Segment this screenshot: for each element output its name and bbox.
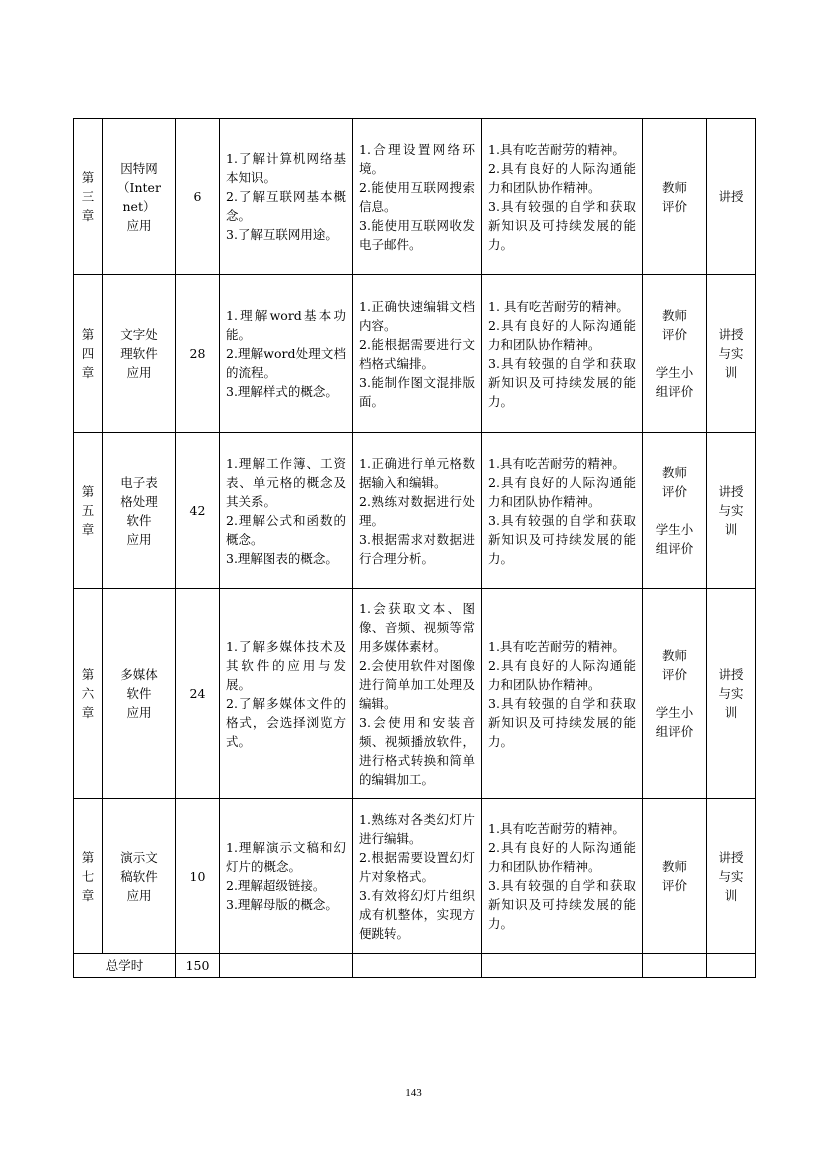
skills-cell: 1.正确进行单元格数据输入和编辑。 2.熟练对数据进行处理。 3.根据需求对数据进行合理分析。 [353, 433, 482, 589]
module-name-cell: 文字处 理软件 应用 [103, 275, 176, 433]
table-row [74, 119, 756, 275]
empty-cell [220, 954, 353, 978]
evaluation-cell: 教师 评价 [643, 119, 707, 275]
total-hours-label: 总学时 [74, 954, 176, 978]
empty-cell [707, 954, 756, 978]
method-cell: 讲授 与实 训 [707, 275, 756, 433]
method-cell: 讲授 [707, 119, 756, 275]
knowledge-cell: 1.理解工作簿、工资表、单元格的概念及其关系。 2.理解公式和函数的概念。 3.理解图表的概念。 [220, 433, 353, 589]
module-name-cell: 演示文 稿软件 应用 [103, 799, 176, 954]
evaluation-cell: 教师 评价 学生小 组评价 [643, 433, 707, 589]
method-cell: 讲授 与实 训 [707, 589, 756, 799]
empty-cell [643, 954, 707, 978]
table-row [74, 275, 756, 433]
total-hours-value: 150 [176, 954, 220, 978]
page-number: 143 [405, 1087, 422, 1099]
qualities-cell: 1.具有吃苦耐劳的精神。 2.具有良好的人际沟通能力和团队协作精神。 3.具有较强的自学和获取新知识及可持续发展的能力。 [482, 589, 643, 799]
qualities-cell: 1.具有吃苦耐劳的精神。 2.具有良好的人际沟通能力和团队协作精神。 3.具有较强的自学和获取新知识及可持续发展的能力。 [482, 433, 643, 589]
module-name-cell: 因特网 （Inter net） 应用 [103, 119, 176, 275]
hours-cell: 42 [176, 433, 220, 589]
method-cell: 讲授 与实 训 [707, 799, 756, 954]
chapter-cell: 第 五 章 [74, 433, 103, 589]
skills-cell: 1.会获取文本、图像、音频、视频等常用多媒体素材。 2.会使用软件对图像进行简单加工处理及编辑。 3.会使用和安装音频、视频播放软件，进行格式转换和简单的编辑加工。 [353, 589, 482, 799]
knowledge-cell: 1.了解计算机网络基本知识。 2.了解互联网基本概念。 3.了解互联网用途。 [220, 119, 353, 275]
knowledge-cell: 1.理解word基本功能。 2.理解word处理文档的流程。 3.理解样式的概念。 [220, 275, 353, 433]
table-row [74, 433, 756, 589]
table-row [74, 589, 756, 799]
method-cell: 讲授 与实 训 [707, 433, 756, 589]
evaluation-cell: 教师 评价 [643, 799, 707, 954]
evaluation-cell: 教师 评价 学生小 组评价 [643, 275, 707, 433]
module-name-cell: 电子表 格处理 软件 应用 [103, 433, 176, 589]
skills-cell: 1.熟练对各类幻灯片进行编辑。 2.根据需要设置幻灯片对象格式。 3.有效将幻灯片组织成有机整体，实现方便跳转。 [353, 799, 482, 954]
empty-cell [482, 954, 643, 978]
chapter-cell: 第 七 章 [74, 799, 103, 954]
qualities-cell: 1.具有吃苦耐劳的精神。 2.具有良好的人际沟通能力和团队协作精神。 3.具有较强的自学和获取新知识及可持续发展的能力。 [482, 119, 643, 275]
hours-cell: 24 [176, 589, 220, 799]
hours-cell: 10 [176, 799, 220, 954]
hours-cell: 28 [176, 275, 220, 433]
knowledge-cell: 1.了解多媒体技术及其软件的应用与发展。 2.了解多媒体文件的格式，会选择浏览方式。 [220, 589, 353, 799]
qualities-cell: 1.具有吃苦耐劳的精神。 2.具有良好的人际沟通能力和团队协作精神。 3.具有较强的自学和获取新知识及可持续发展的能力。 [482, 799, 643, 954]
skills-cell: 1.合理设置网络环境。 2.能使用互联网搜索信息。 3.能使用互联网收发电子邮件。 [353, 119, 482, 275]
knowledge-cell: 1.理解演示文稿和幻灯片的概念。 2.理解超级链接。 3.理解母版的概念。 [220, 799, 353, 954]
evaluation-cell: 教师 评价 学生小 组评价 [643, 589, 707, 799]
chapter-cell: 第 六 章 [74, 589, 103, 799]
course-content-table [73, 118, 756, 978]
module-name-cell: 多媒体 软件 应用 [103, 589, 176, 799]
skills-cell: 1.正确快速编辑文档内容。 2.能根据需要进行文档格式编排。 3.能制作图文混排版面。 [353, 275, 482, 433]
empty-cell [353, 954, 482, 978]
qualities-cell: 1. 具有吃苦耐劳的精神。 2.具有良好的人际沟通能力和团队协作精神。 3.具有较强的自学和获取新知识及可持续发展的能力。 [482, 275, 643, 433]
table-row [74, 799, 756, 954]
total-row [74, 954, 756, 978]
chapter-cell: 第 三 章 [74, 119, 103, 275]
hours-cell: 6 [176, 119, 220, 275]
chapter-cell: 第 四 章 [74, 275, 103, 433]
